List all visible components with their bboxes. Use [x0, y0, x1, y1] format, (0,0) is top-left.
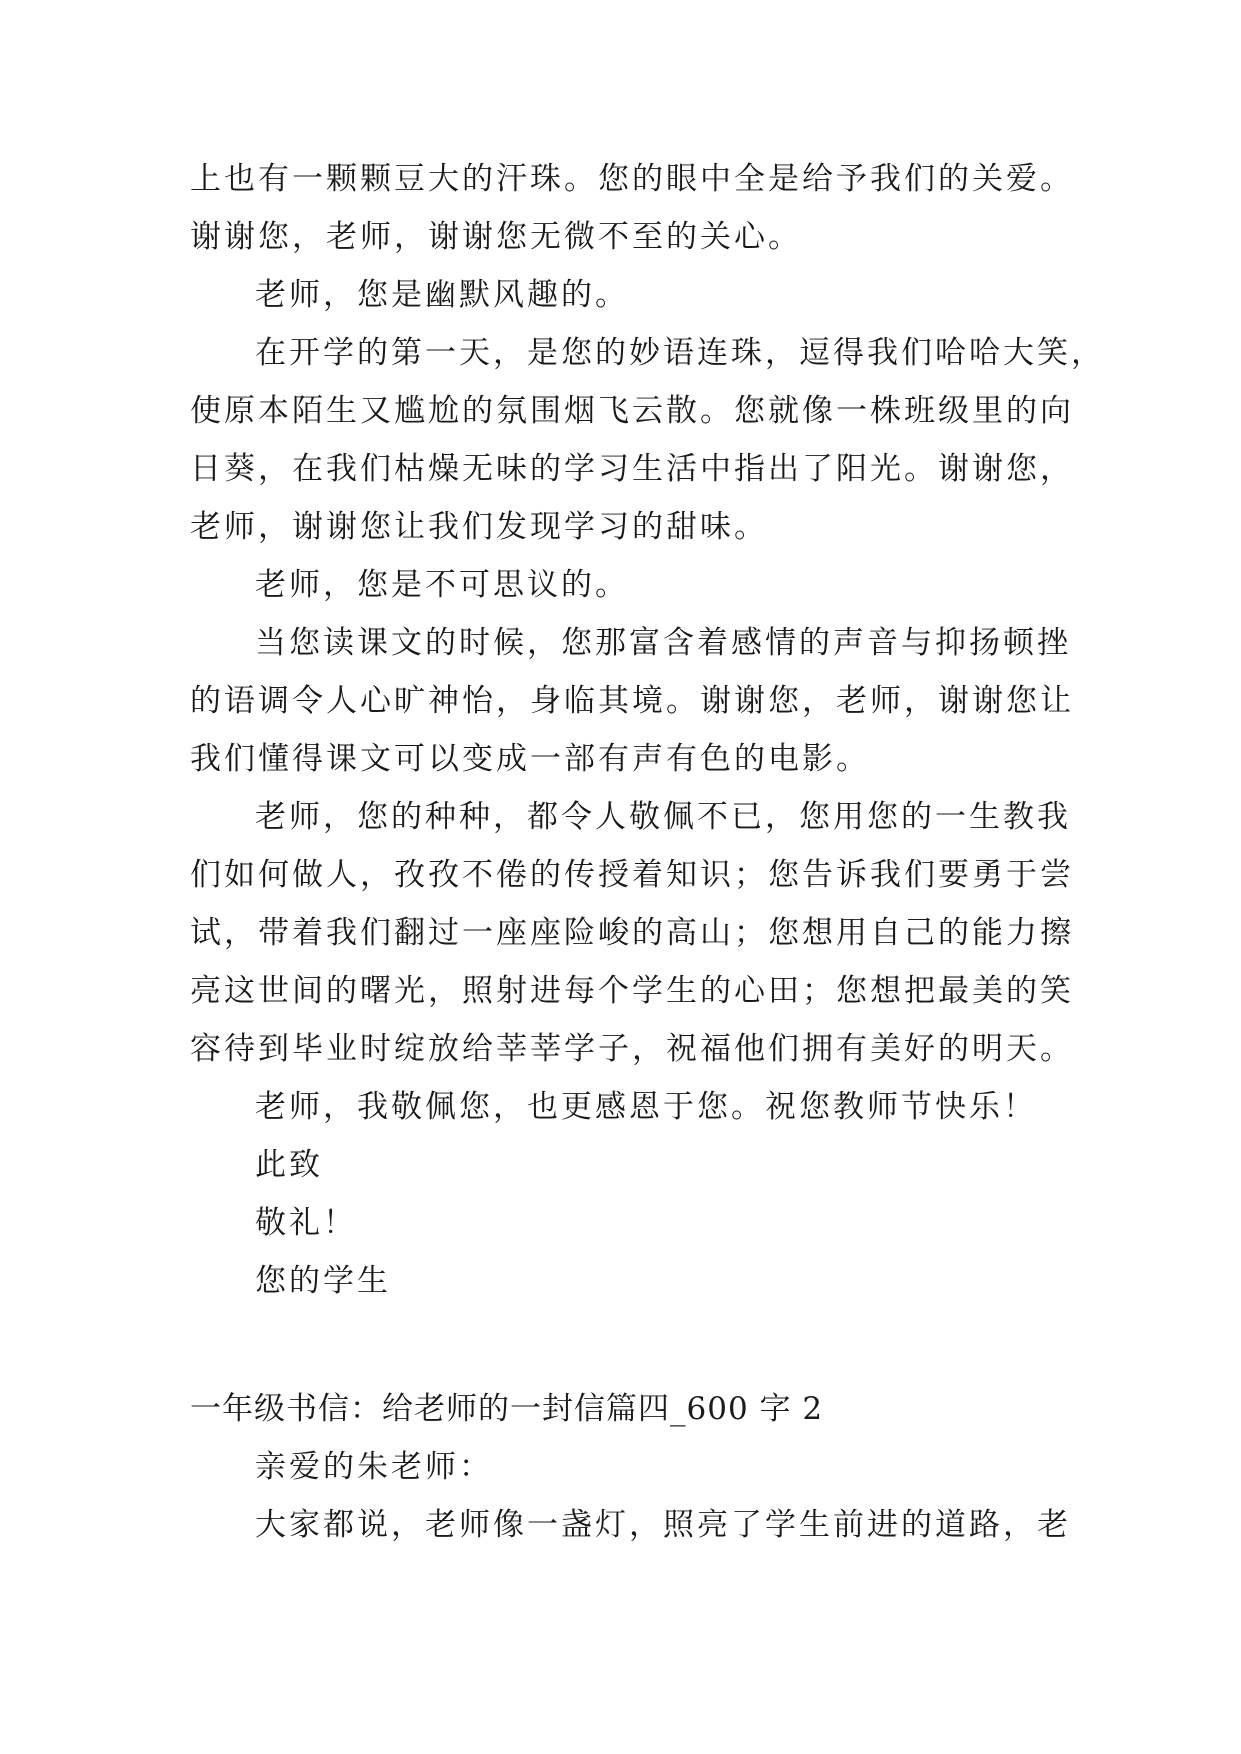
text-line: 在开学的第一天，是您的妙语连珠，逗得我们哈哈大笑， [255, 335, 1105, 371]
closing-regards: 敬礼！ [255, 1205, 357, 1241]
text-line: 上也有一颗颗豆大的汗珠。您的眼中全是给予我们的关爱。 [190, 161, 1074, 197]
text-line: 日葵，在我们枯燥无味的学习生活中指出了阳光。谢谢您， [190, 451, 1074, 487]
text-line: 试，带着我们翻过一座座险峻的高山；您想用自己的能力擦 [190, 915, 1074, 951]
letter-salutation: 亲爱的朱老师： [255, 1449, 493, 1485]
document-page [190, 160, 1105, 1564]
text-line: 容待到毕业时绽放给莘莘学子，祝福他们拥有美好的明天。 [190, 1031, 1074, 1067]
text-line: 谢谢您，老师，谢谢您无微不至的关心。 [190, 219, 802, 255]
section-gap [190, 1320, 1070, 1390]
text-line: 当您读课文的时候，您那富含着感情的声音与抑扬顿挫 [255, 625, 1071, 661]
text-line: 我们懂得课文可以变成一部有声有色的电影。 [190, 741, 870, 777]
text-line: 大家都说，老师像一盏灯，照亮了学生前进的道路，老 [255, 1507, 1071, 1543]
closing-salutation: 此致 [255, 1147, 323, 1183]
text-line: 亮这世间的曙光，照射进每个学生的心田；您想把最美的笑 [190, 973, 1074, 1009]
paragraph-incredible: 老师，您是不可思议的。 [255, 567, 629, 603]
signature: 您的学生 [255, 1263, 391, 1299]
text-line: 使原本陌生又尴尬的氛围烟飞云散。您就像一株班级里的向 [190, 393, 1074, 429]
text-line: 老师，您的种种，都令人敬佩不已，您用您的一生教我 [255, 799, 1071, 835]
section-heading: 一年级书信：给老师的一封信篇四_600 字 2 [190, 1391, 824, 1427]
text-line: 老师，谢谢您让我们发现学习的甜味。 [190, 509, 768, 545]
text-line: 的语调令人心旷神怡，身临其境。谢谢您，老师，谢谢您让 [190, 683, 1074, 719]
text-line: 们如何做人，孜孜不倦的传授着知识；您告诉我们要勇于尝 [190, 857, 1074, 893]
paragraph-humor: 老师，您是幽默风趣的。 [255, 277, 629, 313]
paragraph-gratitude: 老师，我敬佩您，也更感恩于您。祝您教师节快乐！ [255, 1089, 1037, 1125]
